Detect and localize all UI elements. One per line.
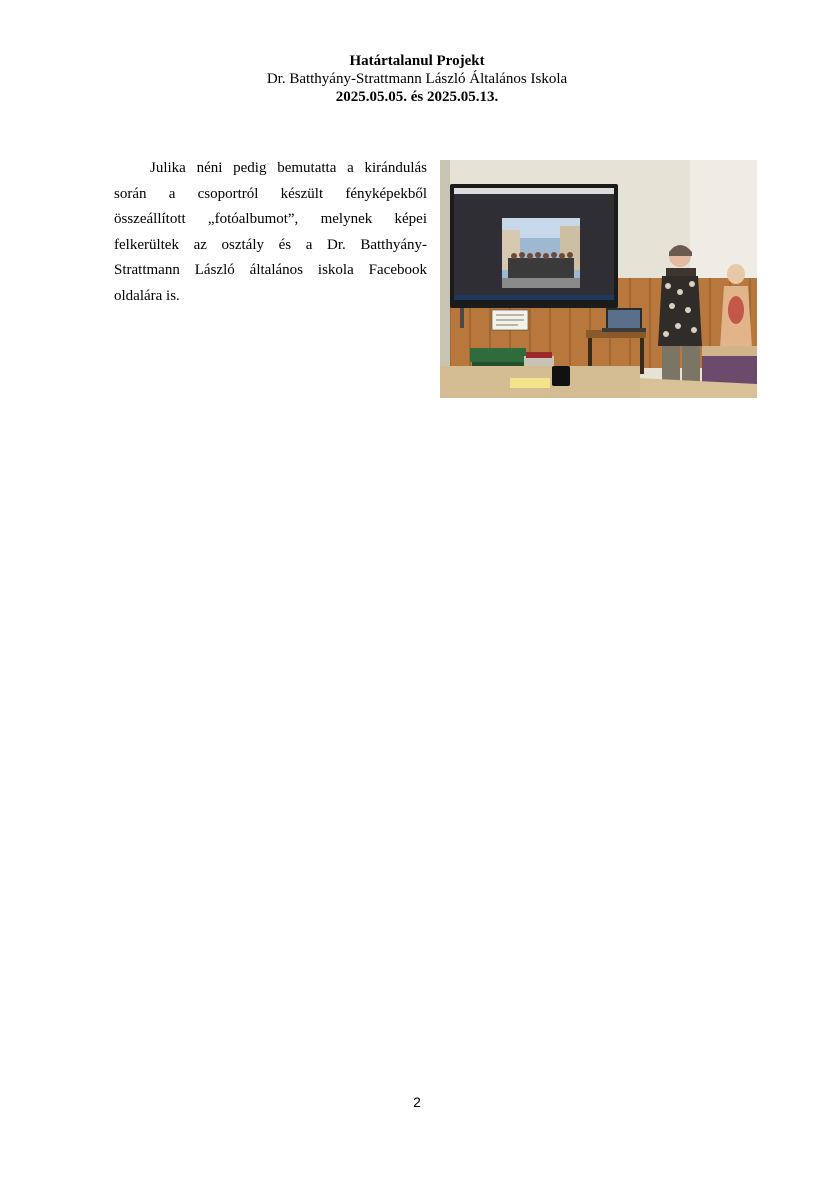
classroom-photo (440, 160, 757, 398)
school-name: Dr. Batthyány-Strattmann László Általános Iskola (266, 71, 568, 87)
project-title: Határtalanul Projekt (349, 53, 485, 69)
body-paragraph: Julika néni pedig bemutatta a kirándulás során a csoportról készült fényképekből összeállított „fotóalbumot”, melynek képei felkerültek az osztály és a Dr. Batthyány-Strattmann László általános iskola Facebook oldalára is. (114, 160, 427, 304)
project-dates: 2025.05.05. és 2025.05.13. (335, 89, 499, 105)
page-number: 2 (413, 1094, 421, 1110)
page-header (0, 52, 834, 106)
classroom-photo-illustration (440, 160, 757, 398)
